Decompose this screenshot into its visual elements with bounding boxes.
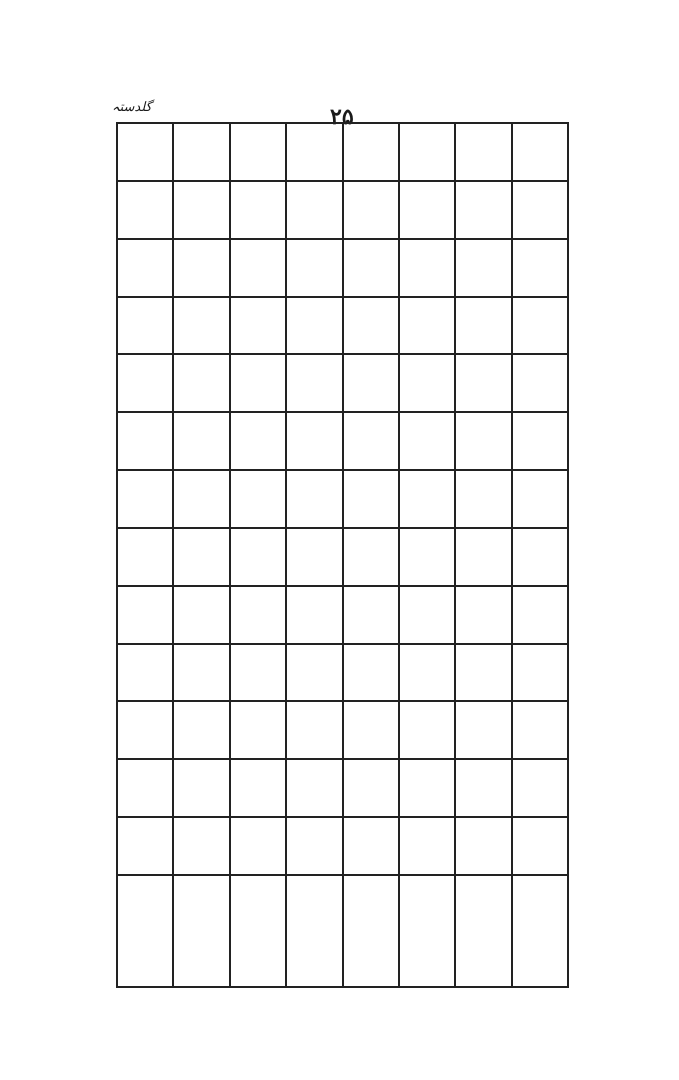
conjugation-table — [116, 122, 569, 988]
table-cell — [230, 297, 286, 355]
table-row — [117, 875, 568, 987]
table-cell — [286, 644, 342, 702]
table-row — [117, 412, 568, 470]
table-cell — [343, 123, 399, 181]
table-cell — [286, 701, 342, 759]
table-cell — [117, 586, 173, 644]
table-cell — [230, 875, 286, 987]
table-cell — [286, 586, 342, 644]
table-row — [117, 354, 568, 412]
table-cell — [117, 701, 173, 759]
table-cell — [399, 123, 455, 181]
page-number: ۲۵ — [330, 104, 354, 130]
table-cell — [117, 528, 173, 586]
table-row — [117, 817, 568, 875]
table-cell — [173, 701, 229, 759]
table-cell — [343, 470, 399, 528]
table-cell — [455, 239, 511, 297]
table-cell — [173, 239, 229, 297]
table-cell — [343, 297, 399, 355]
table-cell — [173, 412, 229, 470]
table-cell — [343, 354, 399, 412]
table-cell — [117, 875, 173, 987]
table-cell — [286, 817, 342, 875]
table-cell — [512, 759, 568, 817]
table-cell — [343, 412, 399, 470]
table-cell — [230, 123, 286, 181]
table-cell — [286, 412, 342, 470]
table-cell — [512, 412, 568, 470]
table-cell — [173, 297, 229, 355]
table-cell — [455, 644, 511, 702]
table-cell — [455, 586, 511, 644]
table-cell — [455, 528, 511, 586]
table-cell — [455, 354, 511, 412]
table-cell — [117, 470, 173, 528]
table-row — [117, 586, 568, 644]
table-cell — [399, 354, 455, 412]
table-cell — [343, 701, 399, 759]
table-cell — [117, 297, 173, 355]
table-cell — [173, 528, 229, 586]
table-cell — [286, 759, 342, 817]
table-cell — [512, 297, 568, 355]
table-cell — [117, 412, 173, 470]
table-cell — [173, 123, 229, 181]
table-cell — [399, 297, 455, 355]
table-cell — [512, 701, 568, 759]
table-cell — [286, 297, 342, 355]
table-cell — [230, 181, 286, 239]
table-cell — [455, 181, 511, 239]
table-cell — [173, 875, 229, 987]
table-row — [117, 701, 568, 759]
catchword: گلدستہ — [112, 100, 152, 115]
table-row — [117, 644, 568, 702]
table-cell — [286, 875, 342, 987]
table-row — [117, 239, 568, 297]
table-cell — [512, 528, 568, 586]
table-cell — [399, 817, 455, 875]
table-cell — [230, 239, 286, 297]
table-cell — [343, 181, 399, 239]
table-cell — [173, 817, 229, 875]
table-cell — [230, 817, 286, 875]
table-cell — [512, 644, 568, 702]
table-cell — [512, 470, 568, 528]
table-cell — [230, 470, 286, 528]
table-cell — [173, 470, 229, 528]
table-cell — [455, 759, 511, 817]
table-cell — [399, 644, 455, 702]
table-cell — [399, 759, 455, 817]
table-row — [117, 470, 568, 528]
table-cell — [455, 875, 511, 987]
table-cell — [286, 181, 342, 239]
table-cell — [399, 701, 455, 759]
table-cell — [455, 817, 511, 875]
table-cell — [343, 528, 399, 586]
table-cell — [230, 701, 286, 759]
table-cell — [343, 586, 399, 644]
table-cell — [455, 470, 511, 528]
table-cell — [399, 412, 455, 470]
table-cell — [117, 644, 173, 702]
table-row — [117, 181, 568, 239]
table-row — [117, 297, 568, 355]
table-cell — [117, 759, 173, 817]
table-cell — [230, 354, 286, 412]
table-cell — [399, 239, 455, 297]
table-row — [117, 759, 568, 817]
table-cell — [399, 470, 455, 528]
table-cell — [230, 759, 286, 817]
table-cell — [399, 586, 455, 644]
table-cell — [230, 412, 286, 470]
table-cell — [286, 528, 342, 586]
table-cell — [512, 354, 568, 412]
table-cell — [343, 817, 399, 875]
table-cell — [455, 701, 511, 759]
table-cell — [455, 123, 511, 181]
table-cell — [343, 644, 399, 702]
table-row — [117, 123, 568, 181]
table-cell — [399, 875, 455, 987]
table-cell — [399, 528, 455, 586]
table-cell — [512, 181, 568, 239]
table-cell — [512, 586, 568, 644]
table-cell — [286, 354, 342, 412]
table-cell — [230, 644, 286, 702]
table-cell — [117, 181, 173, 239]
table-cell — [117, 123, 173, 181]
table-cell — [173, 354, 229, 412]
table-cell — [173, 586, 229, 644]
table-cell — [117, 817, 173, 875]
table-cell — [343, 759, 399, 817]
table-cell — [455, 297, 511, 355]
table-cell — [512, 875, 568, 987]
table-cell — [512, 123, 568, 181]
table-cell — [173, 759, 229, 817]
table-cell — [455, 412, 511, 470]
table-cell — [117, 239, 173, 297]
table-cell — [399, 181, 455, 239]
table-row — [117, 528, 568, 586]
table-cell — [343, 239, 399, 297]
table-cell — [343, 875, 399, 987]
table-cell — [230, 528, 286, 586]
table-cell — [230, 586, 286, 644]
table-cell — [117, 354, 173, 412]
table-cell — [286, 239, 342, 297]
table-cell — [173, 644, 229, 702]
table-cell — [512, 817, 568, 875]
table-cell — [173, 181, 229, 239]
table-cell — [512, 239, 568, 297]
table-cell — [286, 470, 342, 528]
table-cell — [286, 123, 342, 181]
